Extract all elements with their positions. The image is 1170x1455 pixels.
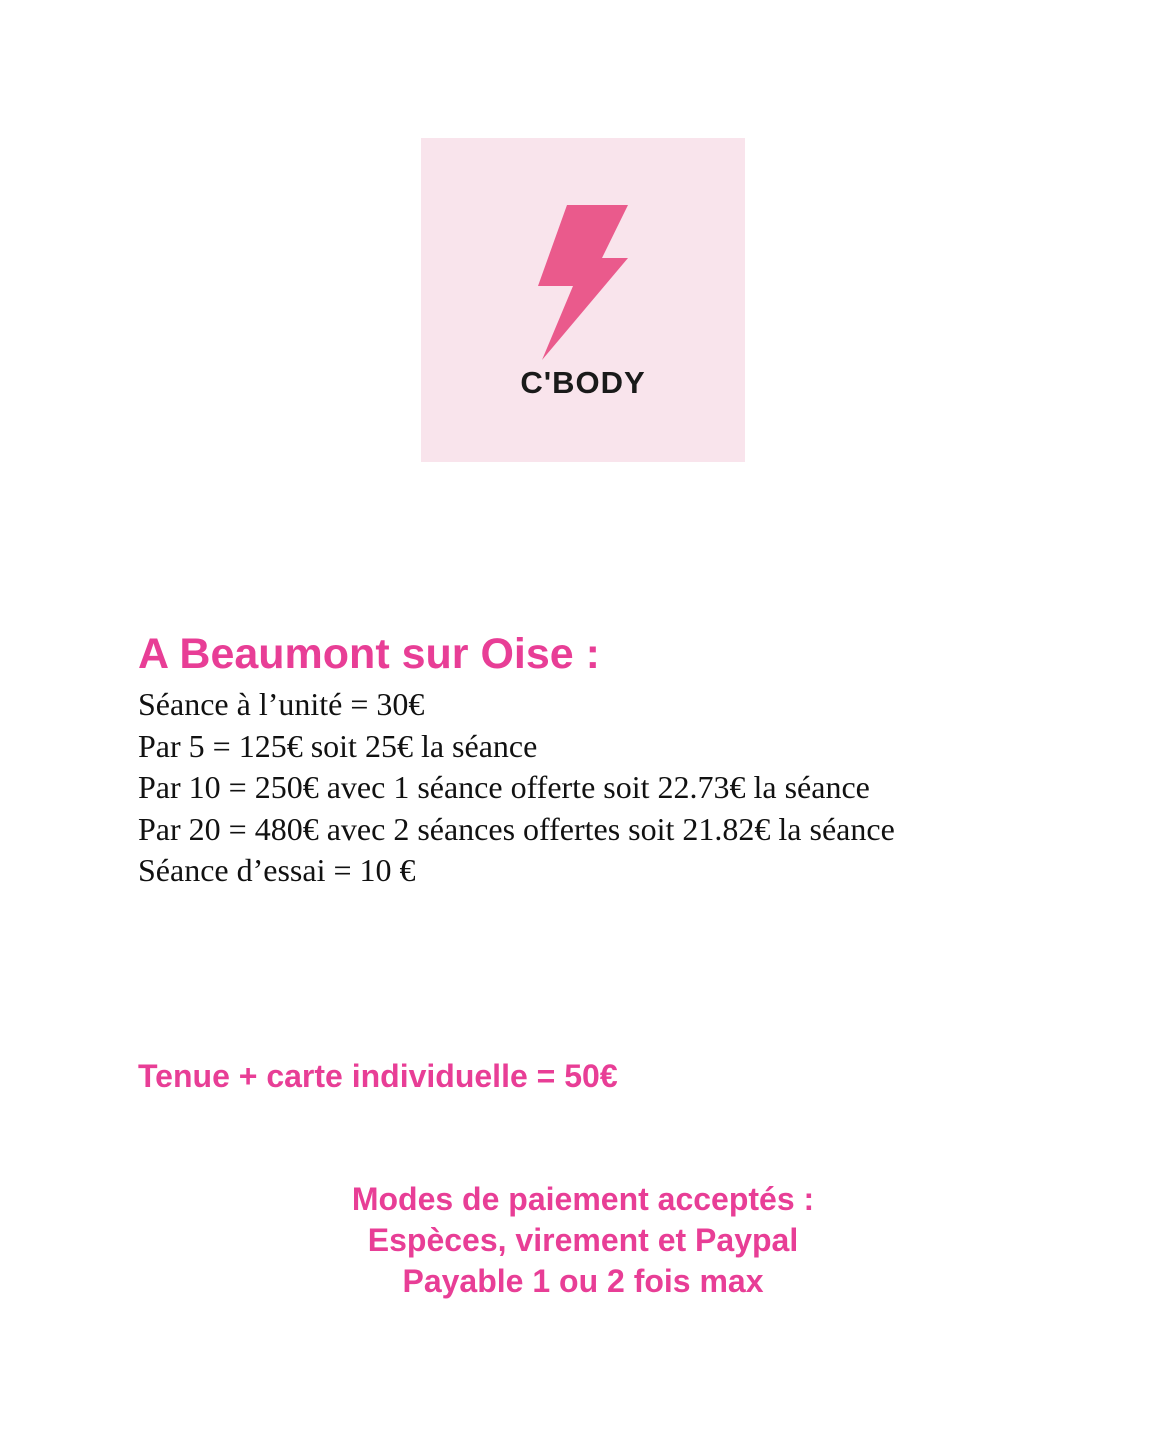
price-list: [138, 684, 895, 892]
price-item-pack-20: Par 20 = 480€ avec 2 séances offertes soit 21.82€ la séance: [138, 810, 895, 847]
price-item-trial: Séance d’essai = 10 €: [138, 852, 416, 888]
lightning-bolt-icon: [421, 138, 745, 462]
payment-installments: Payable 1 ou 2 fois max: [402, 1263, 764, 1299]
brand-name: C'BODY: [520, 365, 646, 400]
location-heading: A Beaumont sur Oise :: [138, 630, 600, 678]
price-item-single: Séance à l’unité = 30€: [138, 686, 425, 722]
payment-methods: Espèces, virement et Paypal: [367, 1222, 799, 1258]
payment-info: [0, 1179, 1166, 1302]
price-item-pack-10: Par 10 = 250€ avec 1 séance offerte soit 22.73€ la séance: [138, 769, 870, 805]
payment-title: Modes de paiement acceptés :: [351, 1181, 815, 1217]
brand-logo: [421, 138, 745, 462]
price-item-pack-5: Par 5 = 125€ soit 25€ la séance: [138, 727, 538, 764]
outfit-card-price: Tenue + carte individuelle = 50€: [138, 1058, 618, 1094]
